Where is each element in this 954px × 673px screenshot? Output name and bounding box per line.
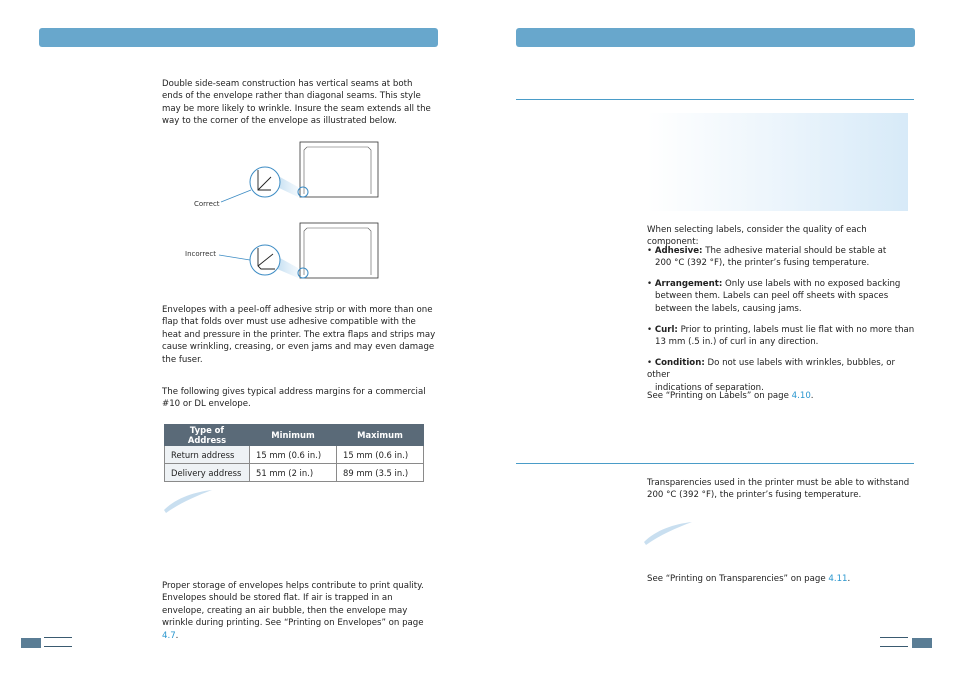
address-margins-table bbox=[164, 424, 424, 482]
right-footer-block bbox=[912, 638, 932, 648]
see-transparencies-text: See “Printing on Transparencies” on page bbox=[647, 574, 829, 584]
table-cell: 51 mm (2 in.) bbox=[250, 464, 337, 482]
left-para-address-margins: The following gives typical address margins for a commercial #10 or DL envelope. bbox=[162, 387, 426, 410]
bullet-adhesive: • Adhesive: The adhesive material should be stable at 200 °C (392 °F), the printer’s fusing temperature. bbox=[647, 245, 917, 270]
table-cell: 15 mm (0.6 in.) bbox=[250, 446, 337, 464]
storage-end: . bbox=[175, 630, 179, 641]
incorrect-label: Incorrect bbox=[185, 250, 217, 258]
see-transparencies-end: . bbox=[847, 574, 851, 584]
labels-intro: When selecting labels, consider the quality of each component: bbox=[647, 225, 867, 248]
left-footer-line bbox=[44, 646, 72, 647]
bullet-arrangement: • Arrangement: Only use labels with no exposed backing between them. Labels can peel off sheets with spaces between the labels, causing jams. bbox=[647, 278, 917, 315]
bullet-text: indications of separation. bbox=[655, 382, 764, 393]
table-row bbox=[165, 446, 424, 464]
transparencies-line: 200 °C (392 °F), the printer’s fusing temperature. bbox=[647, 490, 862, 501]
bullet-text: Prior to printing, labels must lie flat with no more than bbox=[677, 325, 915, 335]
table-header-cell: Type of Address bbox=[165, 425, 250, 446]
transparencies-page-link[interactable]: 4.11 bbox=[828, 574, 848, 584]
correct-label: Correct bbox=[194, 200, 220, 208]
table-cell: 15 mm (0.6 in.) bbox=[337, 446, 424, 464]
table-cell: 89 mm (3.5 in.) bbox=[337, 464, 424, 482]
see-labels-text: See “Printing on Labels” on page bbox=[647, 391, 792, 401]
note-swoosh-icon bbox=[642, 520, 694, 546]
transparencies-line: Transparencies used in the printer must be able to withstand bbox=[647, 478, 910, 488]
table-row bbox=[165, 464, 424, 482]
labels-section-rule bbox=[516, 99, 914, 100]
bullet-text: Do not use labels with wrinkles, bubbles, or other bbox=[647, 358, 896, 381]
see-labels-ref bbox=[647, 390, 917, 402]
bullet-term: Arrangement: bbox=[654, 279, 723, 289]
bullet-text: Only use labels with no exposed backing bbox=[722, 279, 901, 289]
bullet-term: Adhesive: bbox=[654, 246, 703, 256]
bullet-condition: • Condition: Do not use labels with wrinkles, bubbles, or other indications of separation. bbox=[647, 357, 917, 394]
right-footer-line bbox=[880, 646, 908, 647]
see-labels-end: . bbox=[810, 391, 814, 401]
bullet-text: 200 °C (392 °F), the printer’s fusing temperature. bbox=[655, 258, 870, 269]
labels-page-link[interactable]: 4.10 bbox=[791, 391, 811, 401]
left-para-side-seam: Double side-seam construction has vertical seams at both ends of the envelope rather than diagonal seams. This style may be more likely to wrinkle. Insure the seam extends all the way to the corner of the envelope as illustrated below. bbox=[162, 79, 431, 127]
bullet-text: 13 mm (.5 in.) of curl in any direction. bbox=[655, 337, 819, 348]
right-footer-line bbox=[880, 637, 908, 638]
table-cell: Return address bbox=[165, 446, 250, 464]
table-cell: Delivery address bbox=[165, 464, 250, 482]
table-header-row bbox=[165, 425, 424, 446]
bullet-text: The adhesive material should be stable at bbox=[702, 246, 887, 256]
note-swoosh-icon bbox=[162, 488, 214, 514]
right-header-bar bbox=[516, 28, 915, 47]
left-header-bar bbox=[39, 28, 438, 47]
storage-text: Proper storage of envelopes helps contribute to print quality. Envelopes should be stored flat. If air is trapped in an envelope, creating an air bubble, then the envelope may wrinkle during printing. See “Printing on Envelopes” on page bbox=[162, 581, 424, 629]
left-para-storage bbox=[162, 580, 437, 642]
left-para-adhesive-strip: Envelopes with a peel-off adhesive strip or with more than one flap that folds over must use adhesive compatible with the heat and pressure in the printer. The extra flaps and strips may cause wrinkling, creasing, or even jams and may even damage the fuser. bbox=[162, 305, 436, 365]
transparencies-section-rule bbox=[516, 463, 914, 464]
table-header-cell: Minimum bbox=[250, 425, 337, 446]
envelopes-page-link[interactable]: 4.7 bbox=[162, 630, 176, 641]
bullet-text: between the labels, causing jams. bbox=[655, 303, 802, 314]
left-footer-line bbox=[44, 637, 72, 638]
table-header-cell: Maximum bbox=[337, 425, 424, 446]
transparencies-para bbox=[647, 477, 917, 502]
labels-note-box bbox=[647, 113, 908, 211]
bullet-text: between them. Labels can peel off sheets with spaces bbox=[655, 291, 889, 302]
bullet-term: Curl: bbox=[654, 325, 678, 335]
left-footer-block bbox=[21, 638, 41, 648]
see-transparencies-ref bbox=[647, 573, 917, 585]
bullet-curl: • Curl: Prior to printing, labels must lie flat with no more than 13 mm (.5 in.) of curl in any direction. bbox=[647, 324, 917, 349]
bullet-term: Condition: bbox=[654, 358, 705, 368]
